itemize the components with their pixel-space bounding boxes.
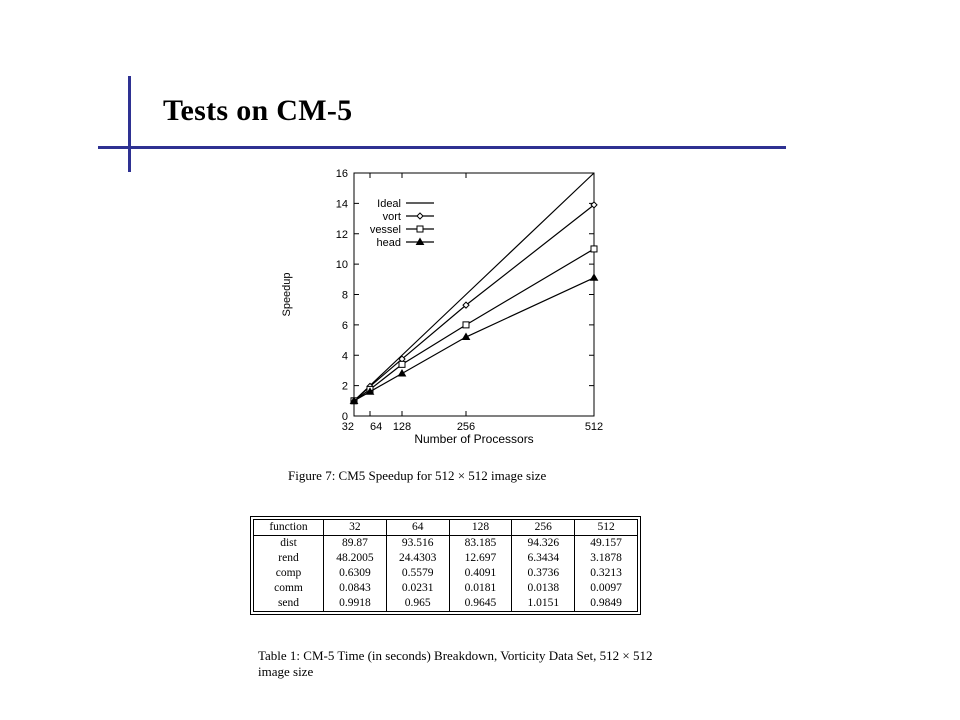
table-cell: comp: [254, 566, 324, 581]
table-cell: 1.0151: [512, 596, 575, 612]
table-cell: 48.2005: [324, 551, 387, 566]
table-cell: 94.326: [512, 536, 575, 552]
data-point-vessel: [591, 246, 597, 252]
title-accent-vertical-line: [128, 76, 131, 172]
table-cell: 93.516: [386, 536, 449, 552]
legend-label-ideal: Ideal: [377, 198, 401, 210]
table-cell: 0.0138: [512, 581, 575, 596]
table-cell: 3.1878: [575, 551, 638, 566]
table-cell: 0.6309: [324, 566, 387, 581]
table-cell: dist: [254, 536, 324, 552]
y-tick-label: 8: [341, 289, 348, 302]
table-row: [254, 536, 638, 552]
y-tick-label: 6: [341, 319, 348, 332]
speedup-chart: [270, 160, 620, 455]
y-axis-label: Speedup: [281, 272, 293, 317]
table-cell: 0.9849: [575, 596, 638, 612]
table-row: [254, 566, 638, 581]
table-header-row: [254, 520, 638, 536]
table-cell: 49.157: [575, 536, 638, 552]
y-tick-label: 2: [341, 380, 348, 393]
table-header-function: function: [254, 520, 324, 536]
table-cell: send: [254, 596, 324, 612]
y-tick-label: 16: [335, 168, 348, 180]
y-tick-label: 10: [335, 259, 348, 272]
legend-label-head: head: [376, 237, 401, 249]
x-tick-label: 32: [341, 421, 354, 433]
table-header-64: 64: [386, 520, 449, 536]
figure-caption: Figure 7: CM5 Speedup for 512 × 512 image size: [288, 468, 547, 483]
table-caption: Table 1: CM-5 Time (in seconds) Breakdown, Vorticity Data Set, 512 × 512 image size: [258, 648, 653, 679]
x-tick-label: 128: [392, 421, 412, 433]
title-accent-horizontal-line: [98, 146, 786, 149]
table-cell: comm: [254, 581, 324, 596]
table-cell: 0.5579: [386, 566, 449, 581]
table-cell: 89.87: [324, 536, 387, 552]
table-cell: 83.185: [449, 536, 512, 552]
x-tick-label: 256: [456, 421, 476, 433]
slide-title: Tests on CM-5: [163, 94, 353, 127]
legend-label-vort: vort: [382, 211, 401, 223]
y-tick-label: 4: [341, 350, 348, 363]
legend-marker-vessel: [417, 226, 423, 232]
table-row: [254, 581, 638, 596]
legend-label-vessel: vessel: [369, 224, 401, 236]
table-row: [254, 551, 638, 566]
table-cell: 0.4091: [449, 566, 512, 581]
series-line-head: [354, 278, 594, 401]
table-cell: 12.697: [449, 551, 512, 566]
table-cell: 0.3213: [575, 566, 638, 581]
series-line-vessel: [354, 249, 594, 401]
table-cell: rend: [254, 551, 324, 566]
table-cell: 0.9645: [449, 596, 512, 612]
table-header-512: 512: [575, 520, 638, 536]
table-header-256: 256: [512, 520, 575, 536]
table-cell: 0.0843: [324, 581, 387, 596]
data-point-head: [399, 370, 406, 376]
x-axis-label: Number of Processors: [414, 432, 534, 446]
data-point-head: [591, 274, 598, 280]
table-cell: 6.3434: [512, 551, 575, 566]
legend-marker-vort: [417, 213, 423, 219]
x-tick-label: 64: [370, 421, 383, 433]
table-header-32: 32: [324, 520, 387, 536]
time-breakdown-table: [253, 519, 638, 612]
table-header-128: 128: [449, 520, 512, 536]
table-cell: 24.4303: [386, 551, 449, 566]
table-row: [254, 596, 638, 612]
table-cell: 0.0231: [386, 581, 449, 596]
table-cell: 0.3736: [512, 566, 575, 581]
data-point-vessel: [399, 361, 405, 367]
y-tick-label: 14: [335, 198, 348, 211]
table-cell: 0.0181: [449, 581, 512, 596]
table-cell: 0.965: [386, 596, 449, 612]
table-cell: 0.0097: [575, 581, 638, 596]
y-tick-label: 0: [341, 411, 348, 423]
table-cell: 0.9918: [324, 596, 387, 612]
data-point-vessel: [463, 322, 469, 328]
x-tick-label: 512: [584, 421, 604, 433]
y-tick-label: 12: [335, 228, 348, 241]
